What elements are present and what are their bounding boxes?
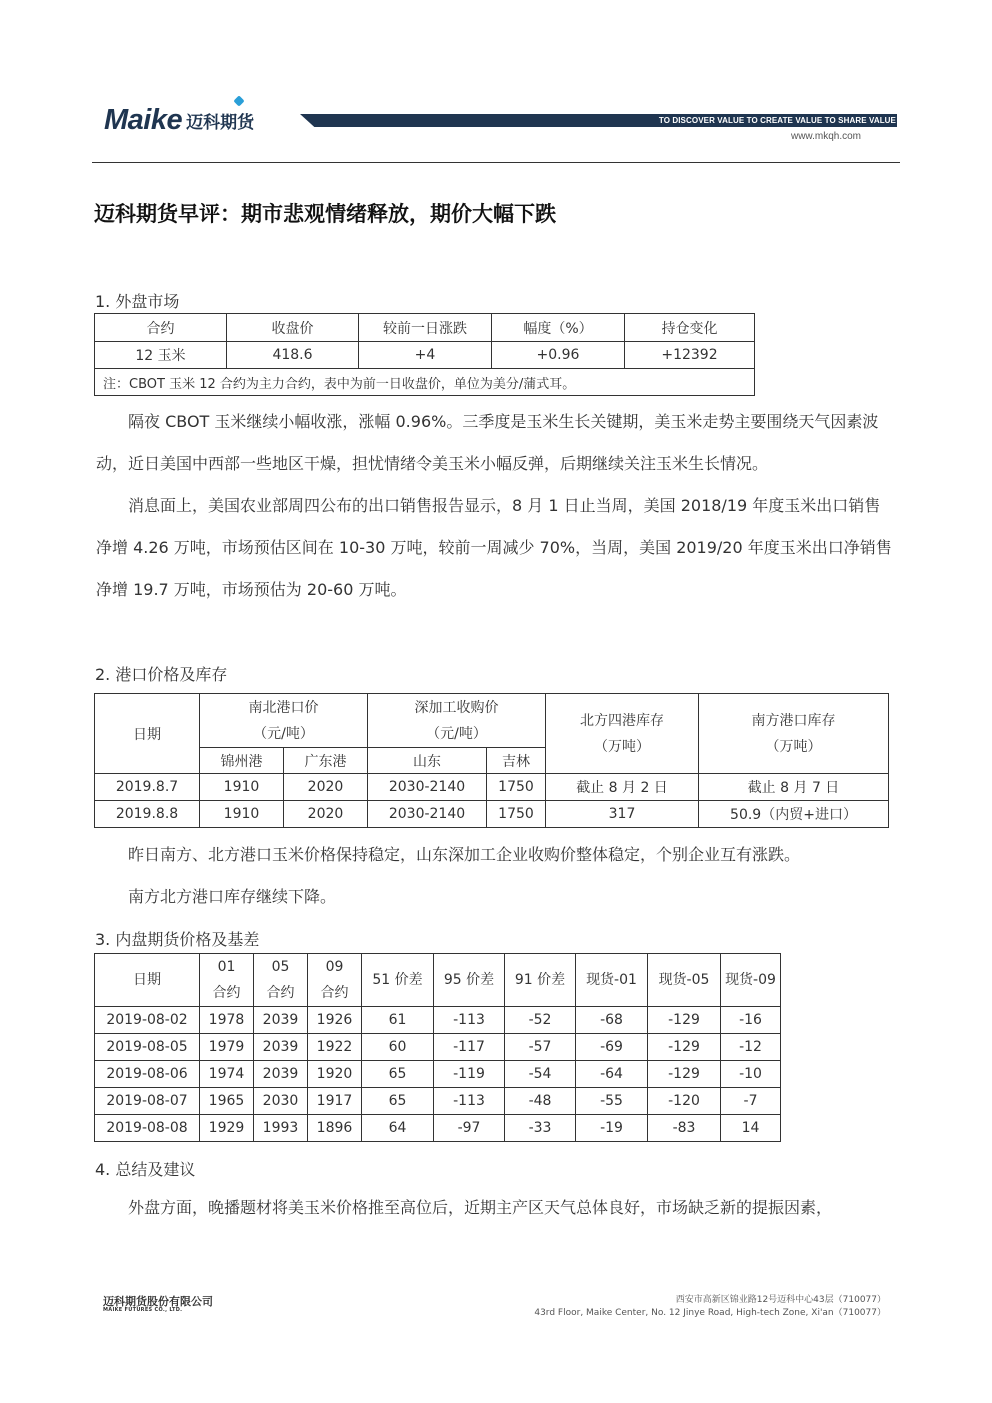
table-cell: 截止 8 月 7 日 [699,774,889,801]
futures-basis-table [94,953,781,1142]
section-1-body [96,401,896,611]
table-cell: -64 [576,1061,648,1088]
table-cell: 2030 [254,1088,308,1115]
section-2-heading: 2. 港口价格及库存 [95,665,228,684]
table-header-cell [362,954,434,1007]
table-cell: 1896 [308,1115,362,1142]
table-cell: -117 [434,1034,505,1061]
table-cell: -48 [505,1088,576,1115]
footer-address-en: 43rd Floor, Maike Center, No. 12 Jinye Road, High-tech Zone, Xi'an（710077） [534,1308,886,1318]
table-cell: 2039 [254,1007,308,1034]
table-cell: -129 [648,1034,721,1061]
table-cell: 2019-08-02 [95,1007,200,1034]
logo-dot-icon [233,95,244,106]
table-header-cell [648,954,721,1007]
table-header-cell: 持仓变化 [625,314,755,342]
table-row [95,801,889,828]
section-3-heading: 3. 内盘期货价格及基差 [95,930,260,949]
table-cell: 1750 [487,801,546,828]
group-unit: （元/吨） [253,725,314,742]
table-header-cell [576,954,648,1007]
header-label: 01 [217,959,236,975]
table-cell: -129 [648,1007,721,1034]
port-price-table [94,693,889,828]
table-cell: 65 [362,1088,434,1115]
group-unit: （元/吨） [426,725,487,742]
table-row [95,342,755,369]
table-header-cell [721,954,781,1007]
table-cell: 12 玉米 [95,342,227,369]
header-unit: （万吨） [594,738,650,755]
table-cell: -57 [505,1034,576,1061]
header-label: 现货-05 [658,972,710,988]
table-header-cell: 合约 [95,314,227,342]
table-header-group [200,694,368,748]
table-cell: 2030-2140 [368,774,487,801]
table-subheader-cell: 吉林 [487,748,546,774]
table-row [95,1034,781,1061]
table-header-cell [546,694,699,774]
table-header-cell [308,954,362,1007]
table-cell: 1920 [308,1061,362,1088]
table-subheader-cell: 广东港 [284,748,368,774]
table-subheader-cell: 锦州港 [200,748,284,774]
table-cell: -113 [434,1088,505,1115]
table-header-group [368,694,546,748]
header-divider [92,162,900,163]
table-cell: 61 [362,1007,434,1034]
header-label: 北方四港库存 [580,712,664,729]
footer-address-cn: 西安市高新区锦业路12号迈科中心43层（710077） [675,1295,886,1305]
table-row [95,1061,781,1088]
table-cell: 2039 [254,1061,308,1088]
table-cell: -19 [576,1115,648,1142]
table-cell: -68 [576,1007,648,1034]
table-header-cell [434,954,505,1007]
table-cell: 1993 [254,1115,308,1142]
table-cell: 50.9（内贸+进口） [699,801,889,828]
table-cell: -120 [648,1088,721,1115]
table-header-cell [254,954,308,1007]
table-cell: 2019.8.8 [95,801,200,828]
table-cell: 60 [362,1034,434,1061]
table-header-cell [200,954,254,1007]
table-cell: 截止 8 月 2 日 [546,774,699,801]
table-header-cell: 日期 [95,694,200,774]
header-label: 91 价差 [514,972,566,988]
paragraph: 南方北方港口库存继续下降。 [128,887,337,906]
header-label: 南方港口库存 [751,712,836,729]
table-cell: 1917 [308,1088,362,1115]
table-cell: -10 [721,1061,781,1088]
table-cell: 1750 [487,774,546,801]
table-cell: -69 [576,1034,648,1061]
table-header-cell [95,954,200,1007]
table-note: 注：CBOT 玉米 12 合约为主力合约，表中为前一日收盘价，单位为美分/蒲式耳。 [95,369,755,396]
table-cell: 64 [362,1115,434,1142]
table-row [95,774,889,801]
table-cell: 1910 [200,774,284,801]
table-cell: 2020 [284,774,368,801]
table-cell: 1979 [200,1034,254,1061]
table-cell: 2030-2140 [368,801,487,828]
header-label: 05 [271,959,290,975]
footer-company-en: MAIKE FUTURES CO., LTD. [103,1307,183,1313]
table-cell: 2019-08-06 [95,1061,200,1088]
header-label-line2: 合约 [320,985,349,1001]
table-header-cell [699,694,889,774]
website-url: www.mkqh.com [790,131,861,142]
table-header-cell [505,954,576,1007]
header-label: 95 价差 [443,972,495,988]
header-label: 09 [325,959,344,975]
table-cell: 1929 [200,1115,254,1142]
table-cell: 1910 [200,801,284,828]
table-cell: 2019-08-08 [95,1115,200,1142]
table-row [95,1115,781,1142]
table-cell: 65 [362,1061,434,1088]
section-1-heading: 1. 外盘市场 [95,292,180,311]
footer-company-cn: 迈科期货股份有限公司 [103,1295,213,1308]
futures-table-body [95,1007,781,1142]
table-cell: -119 [434,1061,505,1088]
slogan-text: TO DISCOVER VALUE TO CREATE VALUE TO SHARE VALUE [658,116,896,125]
table-cell: 1974 [200,1061,254,1088]
table-cell: -7 [721,1088,781,1115]
table-cell: 1922 [308,1034,362,1061]
table-cell: 418.6 [227,342,359,369]
logo-wordmark: Maike [104,104,183,136]
table-cell: -113 [434,1007,505,1034]
paragraph: 消息面上，美国农业部周四公布的出口销售报告显示，8 月 1 日止当周，美国 2018/19 年度玉米出口销售净增 4.26 万吨，市场预估区间在 10-30 万吨，较前一周减少 70%，当周，美国 2019/20 年度玉米出口净销售净增 19.7 万吨，市场预估为 20-60 万吨。 [96,496,892,599]
header-label-line2: 合约 [266,985,295,1001]
foreign-market-table [94,313,755,396]
table-header-cell: 幅度（%） [492,314,625,342]
table-cell: -33 [505,1115,576,1142]
section-4-heading: 4. 总结及建议 [95,1160,196,1179]
group-label: 南北港口价 [248,699,319,716]
header-label: 现货-01 [586,972,637,988]
table-header-cell: 较前一日涨跌 [359,314,492,342]
table-cell: -52 [505,1007,576,1034]
header-unit: （万吨） [765,738,822,755]
table-cell: 2019-08-05 [95,1034,200,1061]
table-cell: +0.96 [492,342,625,369]
table-cell: 317 [546,801,699,828]
section-4-body [96,1187,896,1229]
table-cell: 1926 [308,1007,362,1034]
table-header-cell: 收盘价 [227,314,359,342]
table-row [95,1088,781,1115]
logo-chinese-name: 迈科期货 [186,113,255,133]
table-cell: 2019.8.7 [95,774,200,801]
group-label: 深加工收购价 [414,699,499,716]
header-label: 日期 [133,972,161,988]
maike-logo [104,104,254,137]
paragraph: 昨日南方、北方港口玉米价格保持稳定，山东深加工企业收购价整体稳定，个别企业互有涨跌。 [128,845,801,864]
header-label: 现货-09 [725,972,776,988]
table-cell: -97 [434,1115,505,1142]
table-cell: 14 [721,1115,781,1142]
paragraph: 外盘方面，晚播题材将美玉米价格推至高位后，近期主产区天气总体良好，市场缺乏新的提振因素， [128,1198,833,1217]
table-cell: -54 [505,1061,576,1088]
section-2-body [96,834,896,918]
document-title: 迈科期货早评：期市悲观情绪释放，期价大幅下跌 [94,202,556,226]
table-cell: -12 [721,1034,781,1061]
table-cell: 1965 [200,1088,254,1115]
header-label-line2: 合约 [212,985,241,1001]
table-cell: +12392 [625,342,755,369]
table-cell: 1978 [200,1007,254,1034]
table-cell: +4 [359,342,492,369]
table-subheader-cell: 山东 [368,748,487,774]
table-cell: -129 [648,1061,721,1088]
table-cell: -83 [648,1115,721,1142]
header-label: 51 价差 [372,972,423,988]
table-cell: -55 [576,1088,648,1115]
table-cell: -16 [721,1007,781,1034]
table-cell: 2039 [254,1034,308,1061]
table-row [95,1007,781,1034]
table-cell: 2020 [284,801,368,828]
table-cell: 2019-08-07 [95,1088,200,1115]
paragraph: 隔夜 CBOT 玉米继续小幅收涨，涨幅 0.96%。三季度是玉米生长关键期，美玉米走势主要围绕天气因素波动，近日美国中西部一些地区干燥，担忧情绪令美玉米小幅反弹，后期继续关注玉米生长情况。 [96,412,879,473]
